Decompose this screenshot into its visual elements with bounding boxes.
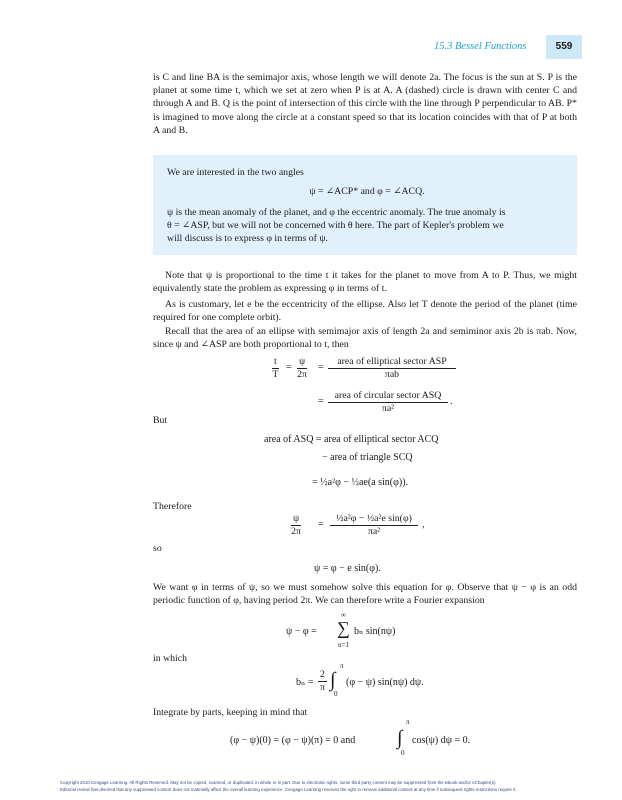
paragraph-area: Recall that the area of an ellipse with semimajor axis of length 2a and semiminor axis 2b is πab. Now, since ψ and ∠ASP are both proportional to t, then [153,326,577,351]
box-line-3: will discuss is to express φ in terms of ψ. [167,233,328,244]
label-therefore: Therefore [153,501,192,512]
equation-area-lhs: area of ASQ = area of elliptical sector ACQ [264,434,439,445]
running-header [0,35,622,61]
equation-kepler: ψ = φ − e sin(φ). [314,563,381,574]
box-line-1: ψ is the mean anomaly of the planet, and φ the eccentric anomaly. The true anomaly is [167,207,506,218]
copyright-line-1: Copyright 2010 Cengage Learning. All Rights Reserved. May not be copied, scanned, or duplicated, in whole or in part. Due to electronic rights, some third party content may be suppressed from the eBook and/or eChapter(s). [60,780,497,785]
equation-area-triangle: − area of triangle SCQ [322,452,413,463]
label-in-which: in which [153,653,188,664]
section-title: 15.3 Bessel Functions [434,41,527,52]
label-integrate: Integrate by parts, keeping in mind that [153,707,308,718]
equation-area-rhs: = ½a²φ − ½ae(a sin(φ)). [312,477,409,488]
label-but: But [153,415,168,426]
paragraph-proportional: Note that ψ is proportional to the time t it takes for the planet to move from A to P. Thus, we might equivalently state the problem as expressing φ in terms of t. [153,270,577,295]
box-intro: We are interested in the two angles [167,167,304,178]
highlight-box [153,155,577,255]
paragraph-eccentricity: As is customary, let e be the eccentricity of the ellipse. Also let T denote the period of the planet (time required for one complete orbit). [153,299,577,324]
copyright-line-2: Editorial review has deemed that any suppressed content does not materially affect the overall learning experience. Cengage Learning reserves the right to remove additional content at any time if subsequent rights restrictions require it. [60,787,517,792]
angles-equation: ψ = ∠ACP* and φ = ∠ACQ. [309,186,425,197]
page-number: 559 [546,35,582,59]
paragraph-fourier: We want φ in terms of ψ, so we must somehow solve this equation for φ. Observe that ψ − φ is an odd periodic function of φ, having period 2π. We can therefore write a Fourier expansion [153,582,577,607]
box-line-2: θ = ∠ASP, but we will not be concerned with θ here. The part of Kepler's problem we [167,220,504,231]
label-so: so [153,543,162,554]
paragraph-intro: is C and line BA is the semimajor axis, whose length we will denote 2a. The focus is the sun at S. P is the planet at some time t, which we set at zero when P is at A. A (dashed) circle is drawn with center C and through A and B. Q is the point of intersection of this circle with the line through P perpendicular to AB. P* is imagined to move along the circle at a constant speed so that its location coincides with that of P at both A and B. [153,72,577,136]
